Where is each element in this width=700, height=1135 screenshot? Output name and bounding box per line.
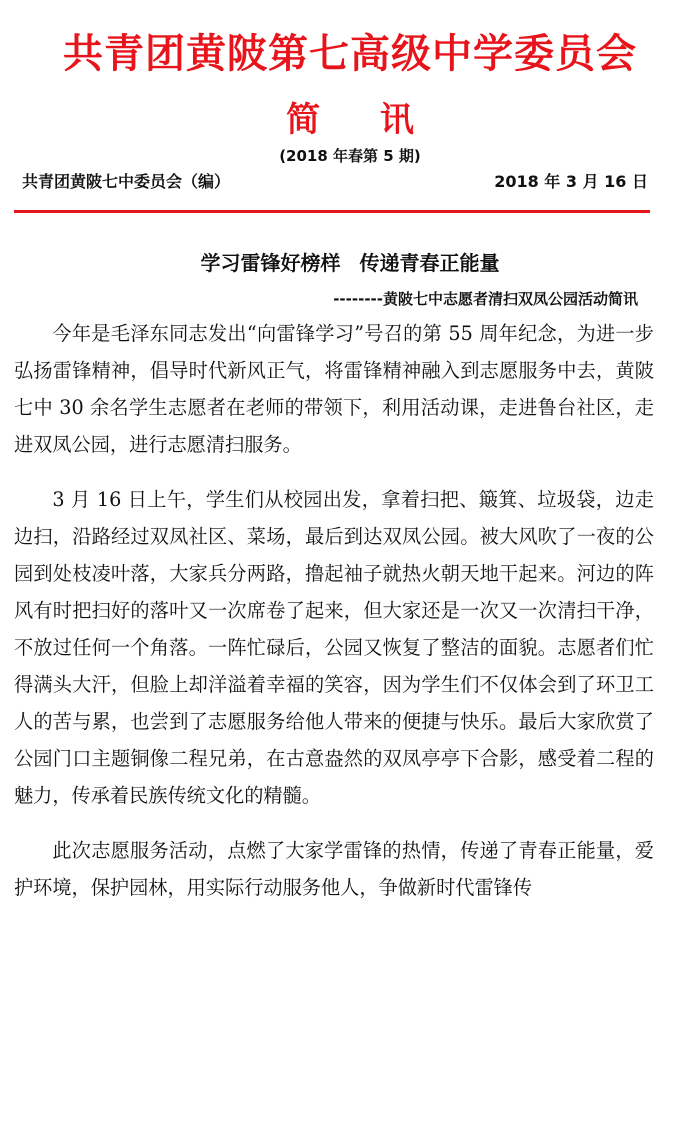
- issue-number: (2018 年春第 5 期): [279, 147, 421, 165]
- bulletin-title: 简 讯: [286, 100, 414, 140]
- organization-title: 共青团黄陂第七高级中学委员会: [63, 31, 637, 77]
- article-subtitle: --------黄陂七中志愿者清扫双凤公园活动简讯: [333, 290, 638, 308]
- paragraph-1: 今年是毛泽东同志发出“向雷锋学习”号召的第 55 周年纪念，为进一步弘扬雷锋精神，倡导时代新风正气，将雷锋精神融入到志愿服务中去，黄陂七中 30 余名学生志愿者在老师的带领下，利用活动课，走进鲁台社区，走进双凤公园，进行志愿清扫服务。: [14, 322, 654, 456]
- editor-line: 共青团黄陂七中委员会（编）: [22, 172, 231, 191]
- paragraph-2: 3 月 16 日上午，学生们从校园出发，拿着扫把、簸箕、垃圾袋，边走边扫，沿路经过双凤社区、菜场，最后到达双凤公园。被大风吹了一夜的公园到处枝凌叶落，大家兵分两路，撸起袖子就热火朝天地干起来。河边的阵风有时把扫好的落叶又一次席卷了起来，但大家还是一次又一次清扫干净，不放过任何一个角落。一阵忙碌后，公园又恢复了整洁的面貌。志愿者们忙得满头大汗，但脸上却洋溢着幸福的笑容，因为学生们不仅体会到了环卫工人的苦与累，也尝到了志愿服务给他人带来的便捷与快乐。最后大家欣赏了公园门口主题铜像二程兄弟，在古意盎然的双凤亭亭下合影，感受着二程的魅力，传承着民族传统文化的精髓。: [14, 488, 654, 807]
- paragraph-3: 此次志愿服务活动，点燃了大家学雷锋的热情，传递了青春正能量，爱护环境，保护园林，用实际行动服务他人，争做新时代雷锋传: [14, 839, 654, 899]
- publish-date: 2018 年 3 月 16 日: [494, 172, 648, 191]
- article-title: 学习雷锋好榜样 传递青春正能量: [200, 251, 500, 275]
- header-divider: [14, 210, 650, 213]
- article-body: [14, 315, 654, 924]
